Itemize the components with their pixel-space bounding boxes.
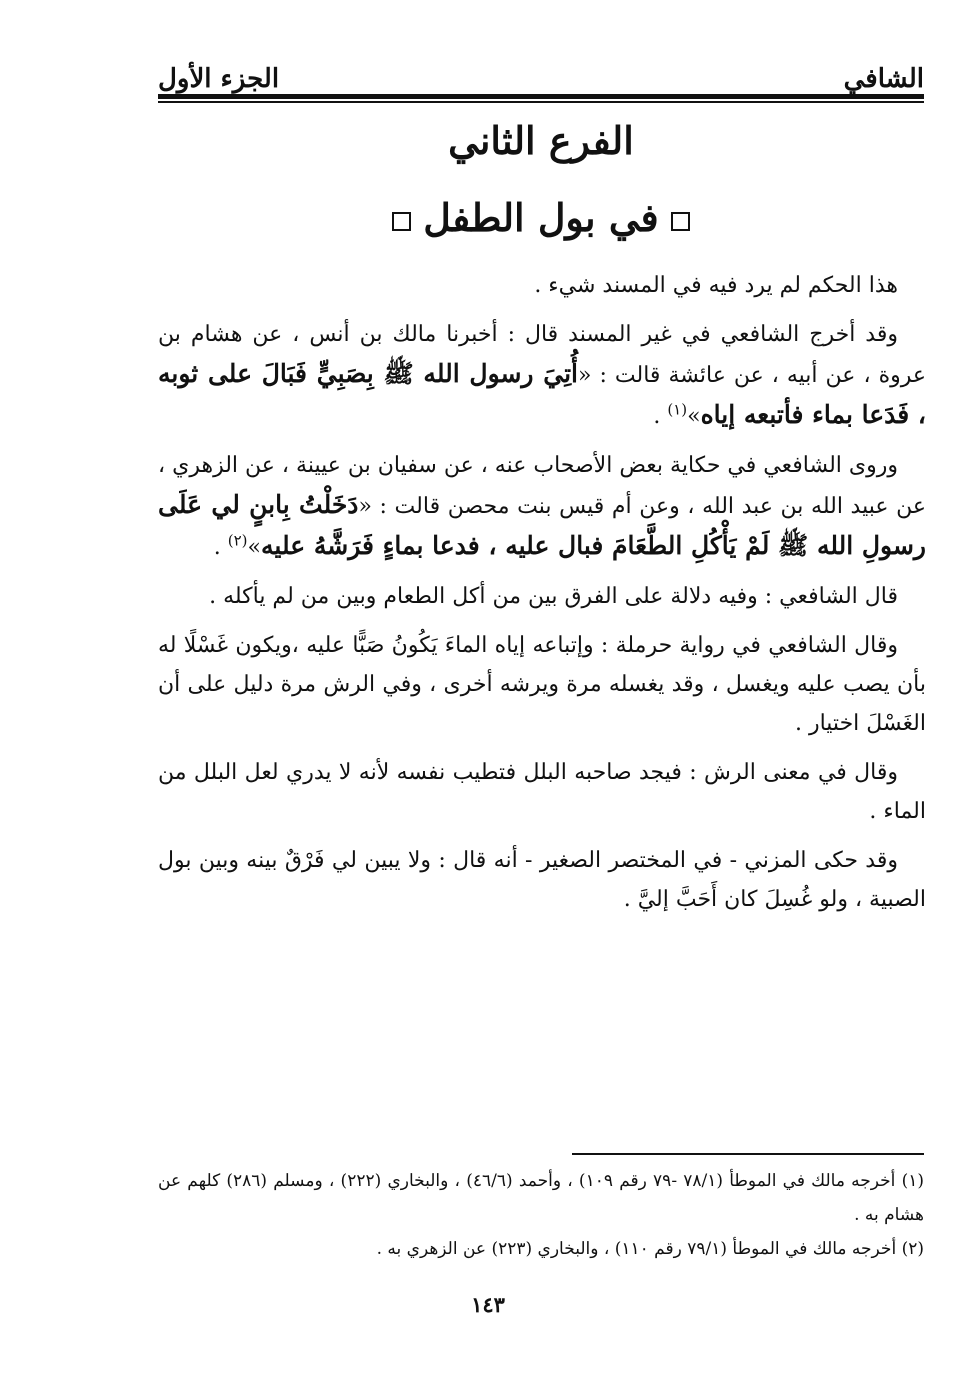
footnote-ref-2: (٢) bbox=[227, 531, 248, 550]
footnote-2: (٢) أخرجه مالك في الموطأ (٧٩/١ رقم ١١٠) ، والبخاري (٢٢٣) عن الزهري به . bbox=[376, 1239, 924, 1259]
footnotes bbox=[158, 1164, 924, 1266]
quote-close: » bbox=[687, 404, 701, 429]
hadith-quote-1: أُتِيَ رسول الله ﷺ بِصَبِيٍّ فَبَالَ على ثوبه ، فَدَعا بماء فأتبعه إياه bbox=[158, 359, 926, 429]
paragraph-7: وقد حكى المزني - في المختصر الصغير - أنه قال : ولا يبين لي فَرْقٌ بينه وبين بول الصبية ، ولو غُسِلَ كان أَحَبَّ إليَّ . bbox=[158, 848, 926, 912]
footnote-1: (١) أخرجه مالك في الموطأ (٧٨/١ -٧٩ رقم ١٠٩) ، وأحمد (٤٦/٦) ، والبخاري (٢٢٢) ، ومسلم (٢٨٦) كلهم عن هشام به . bbox=[158, 1171, 924, 1225]
paragraph-1: هذا الحكم لم يرد فيه في المسند شيء . bbox=[534, 273, 898, 298]
page-number: ١٤٣ bbox=[471, 1292, 505, 1317]
paragraph-4: قال الشافعي : وفيه دلالة على الفرق بين من أكل الطعام وبين من لم يأكله . bbox=[209, 584, 898, 609]
running-header bbox=[158, 42, 924, 92]
section-title: الفرع الثاني bbox=[448, 118, 634, 163]
header-rule-thin bbox=[158, 101, 924, 103]
paragraph-3-intro: وروى الشافعي في حكاية بعض الأصحاب عنه ، عن سفيان بن عيينة ، عن الزهري ، عن عبيد الله بن عبد الله ، وعن أم قيس بنت محصن قالت : « bbox=[158, 453, 926, 519]
subtitle-text: في بول الطفل bbox=[423, 195, 659, 240]
square-ornament-icon bbox=[671, 212, 690, 231]
square-ornament-icon bbox=[392, 212, 411, 231]
paragraph-3-end: . bbox=[213, 535, 228, 560]
book-title: الشافي bbox=[843, 64, 924, 94]
paragraph-2-end: . bbox=[653, 404, 668, 429]
paragraph-2-intro: وقد أخرج الشافعي في غير المسند قال : أخبرنا مالك بن أنس ، عن هشام بن عروة ، عن أبيه ، عن عائشة قالت : « bbox=[158, 322, 926, 388]
footnote-ref-1: (١) bbox=[667, 400, 688, 419]
quote-close: » bbox=[247, 535, 261, 560]
hadith-quote-2: دَخَلْتُ بِابنٍ لي عَلَى رسولِ الله ﷺ لَمْ يَأْكُلِ الطَّعَامَ فبال عليه ، فدعا بماءٍ فَرَشَّهُ عليه bbox=[158, 490, 926, 560]
paragraph-3 bbox=[158, 446, 926, 567]
header-rule-thick bbox=[158, 94, 924, 99]
section-subtitle bbox=[158, 195, 924, 240]
paragraph-2 bbox=[158, 315, 926, 436]
paragraph-5: وقال الشافعي في رواية حرملة : وإتباعه إياه الماءَ يَكُونُ صَبًّا عليه ،ويكون غَسْلًا له بأن يصب عليه ويغسل ، وقد يغسله مرة ويرشه أخرى ، وفي الرش مرة دليل على أن الغَسْلَ اختيار . bbox=[158, 633, 926, 736]
part-label: الجزء الأول bbox=[158, 64, 280, 94]
main-text bbox=[158, 266, 926, 929]
footnote-separator bbox=[572, 1153, 924, 1155]
paragraph-6: وقال في معنى الرش : فيجد صاحبه البلل فتطيب نفسه لأنه لا يدري لعل البلل من الماء . bbox=[158, 760, 926, 824]
